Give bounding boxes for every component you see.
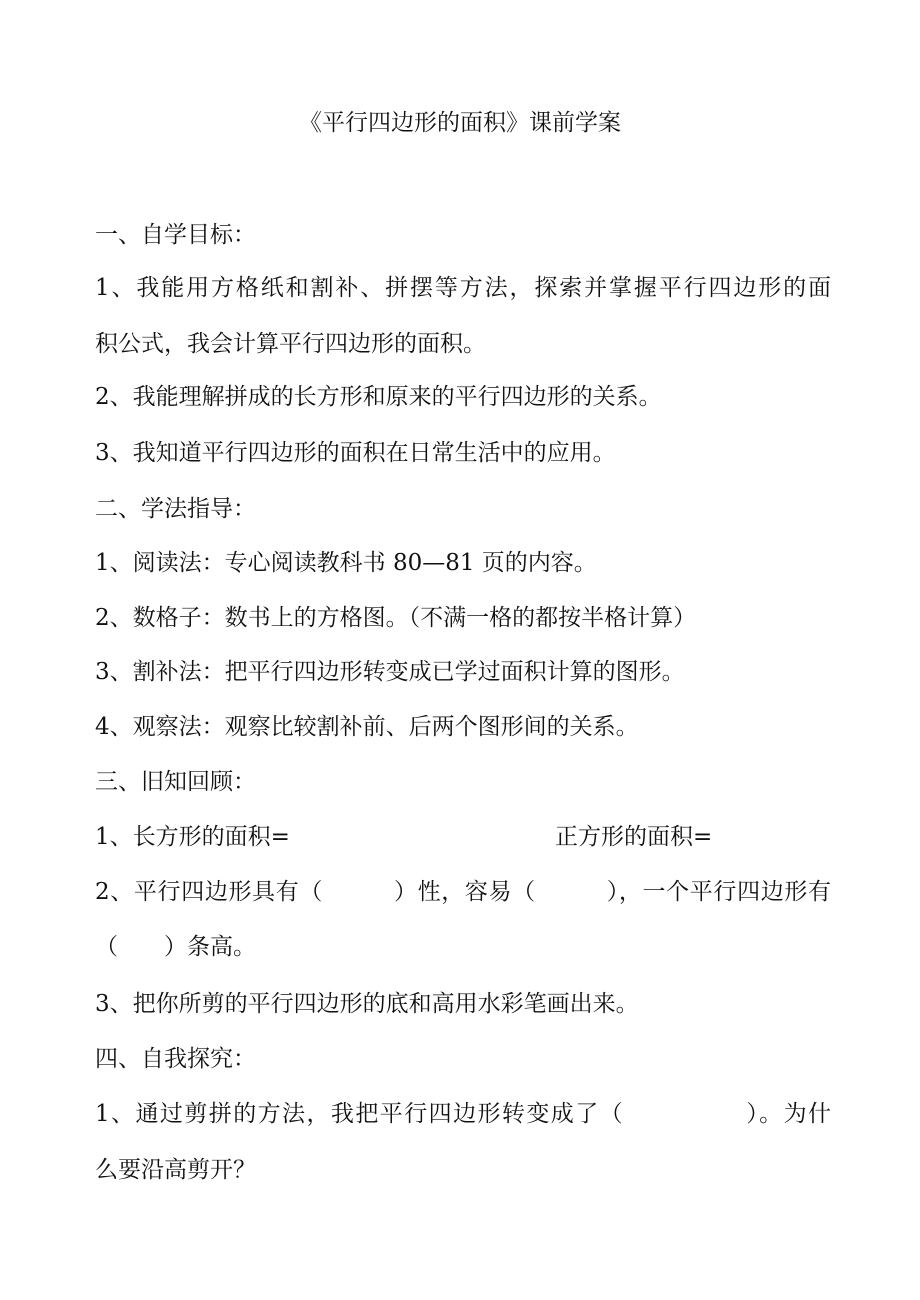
- explore-item-1-line-2: 么要沿高剪开？: [95, 1157, 256, 1183]
- document-title: 《平行四边形的面积》课前学案: [299, 110, 621, 136]
- goal-item-1-line-1: 1、我能用方格纸和割补、拼摆等方法，探索并掌握平行四边形的面: [95, 275, 831, 301]
- method-item-3: 3、割补法：把平行四边形转变成已学过面积计算的图形。: [95, 659, 685, 685]
- review-item-2-line-1: 2、平行四边形具有（ ）性，容易（ ），一个平行四边形有: [95, 879, 831, 905]
- section-heading-review: 三、旧知回顾：: [95, 769, 256, 795]
- goal-item-2: 2、我能理解拼成的长方形和原来的平行四边形的关系。: [95, 384, 662, 410]
- goal-item-3: 3、我知道平行四边形的面积在日常生活中的应用。: [95, 440, 616, 466]
- review-item-1-right: 正方形的面积=: [555, 824, 713, 850]
- section-heading-methods: 二、学法指导：: [95, 496, 256, 522]
- goal-item-1-line-2: 积公式，我会计算平行四边形的面积。: [95, 331, 486, 357]
- explore-item-1-line-1: 1、通过剪拼的方法，我把平行四边形转变成了（ ）。为什: [95, 1101, 831, 1127]
- review-item-3: 3、把你所剪的平行四边形的底和高用水彩笔画出来。: [95, 991, 639, 1017]
- method-item-4: 4、观察法：观察比较割补前、后两个图形间的关系。: [95, 714, 639, 740]
- method-item-2: 2、数格子：数书上的方格图。（不满一格的都按半格计算）: [95, 605, 697, 631]
- section-heading-explore: 四、自我探究：: [95, 1046, 256, 1072]
- section-heading-goals: 一、自学目标：: [95, 222, 256, 248]
- method-item-1: 1、阅读法：专心阅读教科书 80—81 页的内容。: [95, 550, 597, 576]
- review-item-2-line-2: （ ）条高。: [95, 934, 256, 960]
- review-item-1-left: 1、长方形的面积=: [95, 824, 290, 850]
